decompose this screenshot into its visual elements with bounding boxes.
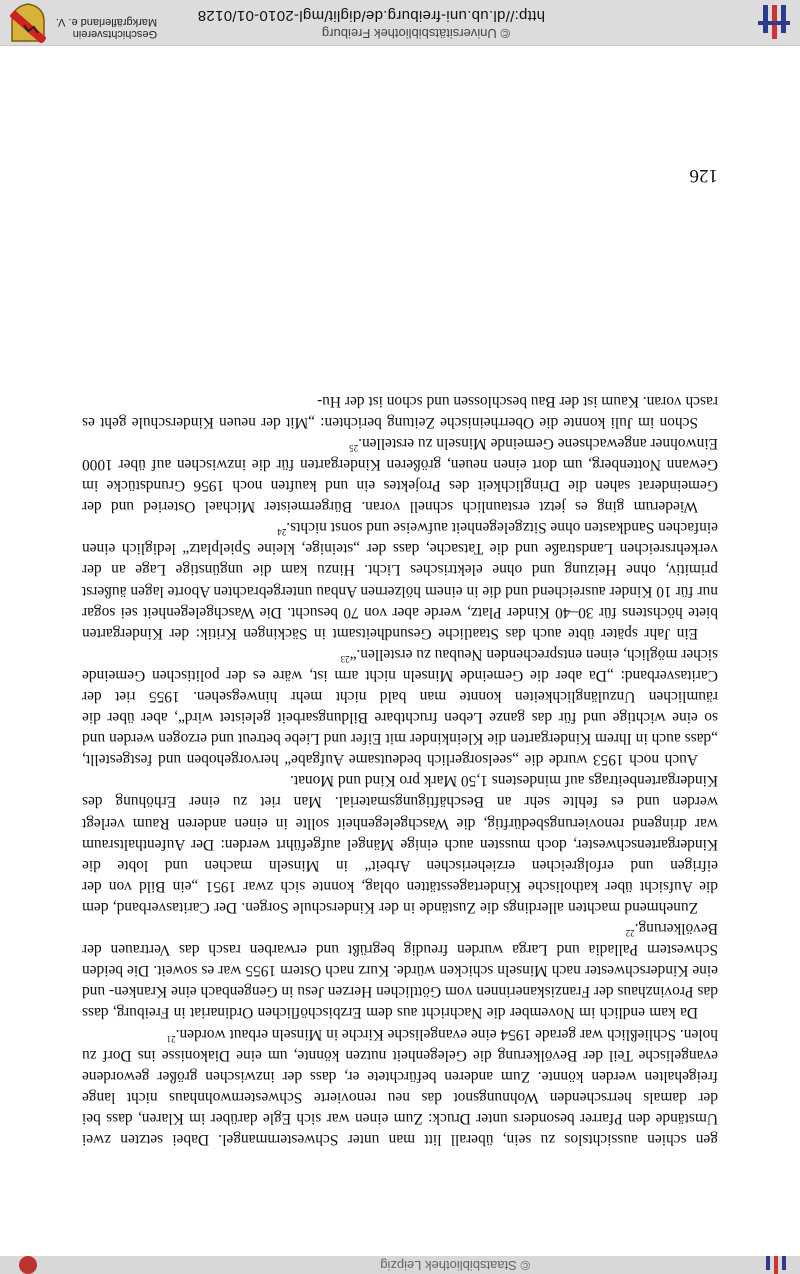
library-credit: © Staatsbibliothek Leipzig	[380, 1258, 530, 1273]
society-seal-icon	[14, 1256, 42, 1274]
footnote-marker: 21	[166, 1033, 176, 1044]
copyright-notice: © Universitätsbibliothek Freiburg	[321, 26, 510, 41]
paragraph: Schon im Juli konnte die Oberrheinische Zeitung berichten: „Mit der neuen Kinderschule geht es rasch voran. Kaum ist der Bau beschlossen und schon ist der Hu-	[82, 392, 718, 431]
body-text	[82, 391, 718, 1150]
paragraph: Ein Jahr später übte auch das Staatliche Gesundheitsamt in Säckingen Kritik: der Kindergarten biete höchstens für 30–40 Kinder Platz, werde aber von 70 besucht. Die Waschgelegenheit sei sogar nur für 10 Kinder ausreichend und die in einem hölzernen Anbau untergebrachten Aborte lagen äußerst primitiv, ohne Heizung und ohne elektrisches Licht. Hinzu kam die ungünstige Lage an der verkehrsreichen Landstraße und die Tatsache, dass der „steinige, kleine Spielplatz“ lediglich einen einfachen Sandkasten ohne Sitzgelegenheit aufweise und sonst nichts.$^{24}$	[82, 519, 718, 642]
footnote-marker: 25	[349, 443, 359, 454]
paragraph: gen schien aussichtslos zu sein, überall litt man unter Schwesternmangel. Dabei setzten zwei Umstände den Pfarrer besonders unter Druck: Zum einen war sich Egle darüber im Klaren, dass bei der damals herrschenden Wohnungsnot das neu renovierte Schwesternwohnhaus nicht lange freigehalten werden könnte. Zum anderen befürchtete er, dass der inzwischen größer gewordene evangelische Teil der Bevölkerung die Gelegenheit nutzen könnte, um eine Diakonisse ins Dorf zu holen. Schließlich war gerade 1954 eine evangelische Kirche in Minseln erbaut worden.$^{21}$	[82, 1025, 718, 1148]
paragraph: Da kam endlich im November die Nachricht aus dem Erzbischöflichen Ordinariat in Freiburg, dass das Provinzhaus der Franziskanerinnen vom Göttlichen Herzen Jesu in Gengenbach eine Kranken- und eine Kinderschwester nach Minseln schicken würde. Kurz nach Ostern 1955 war es soweit. Die beiden Schwestern Palladia und Larga wurden freudig begrüßt und erwarben rasch das Vertrauen der Bevölkerung.$^{22}$	[82, 920, 718, 1022]
paragraph: Wiederum ging es jetzt erstaunlich schnell voran. Bürgermeister Michael Osteried und der Gemeinderat sahen die Dringlichkeit des Projektes ein und kauften noch 1956 Grundstücke im Gewann Nottenberg, um dort einen neuen, größeren Kindergarten für die inzwischen auf über 1000 Einwohner angewachsene Gemeinde Minseln zu erstellen.$^{25}$	[82, 434, 718, 516]
library-header-bar	[0, 1256, 800, 1274]
footnote-marker: 24	[277, 527, 287, 538]
footnote-marker: 23	[340, 653, 350, 664]
society-name: Geschichtsverein Markgräflerland e. V.	[56, 16, 158, 40]
coat-of-arms-icon	[10, 3, 46, 43]
university-library-logo-icon	[758, 5, 790, 39]
footnote-marker: 22	[625, 928, 635, 939]
library-logo-icon	[756, 1256, 792, 1274]
page-number: 126	[689, 165, 718, 186]
permalink-url[interactable]: http://dl.ub.uni-freiburg.de/diglit/mgl-2010-01/0128	[197, 7, 545, 24]
footer-bar	[0, 0, 800, 46]
paragraph: Zunehmend machten allerdings die Zustände in der Kinderschule Sorgen. Der Caritasverband, dem die Aufsicht über katholische Kindertagesstätten oblag, konnte sich zwar 1951 „ein Bild von der eifrigen und erfolgreichen erzieherischen Arbeit“ in Minseln machen und lobte die Kindergartenschwester, doch mussten auch einige Mängel aufgeführt werden: Der Aufenthaltsraum war dringend renovierungsbedürftig, die Waschgelegenheit sollte in einen anderen Raum verlegt werden und es fehlte sehr an Beschäftigungsmaterial. Man riet zu einer Erhöhung des Kindergartenbeitrags auf mindestens 1,50 Mark pro Kind und Monat.	[82, 772, 718, 916]
paragraph: Auch noch 1953 wurde die „seelsorgerlich bedeutsame Aufgabe“ hervorgehoben und festgestellt, „dass auch in Ihrem Kindergarten die Kleinkinder mit Eifer und Liebe betreut und erzogen werden und so eine wichtige und für das ganze Leben fruchtbare Bildungsarbeit geleistet wird“, aber über die räumlichen Unzulänglichkeiten konnte man bald nicht mehr hinwegsehen. 1955 riet der Caritasverband: „Da aber die Gemeinde Minseln nicht arm ist, wäre es der politischen Gemeinde sicher möglich, einen entsprechenden Neubau zu erstellen.“$^{23}$	[82, 645, 718, 769]
